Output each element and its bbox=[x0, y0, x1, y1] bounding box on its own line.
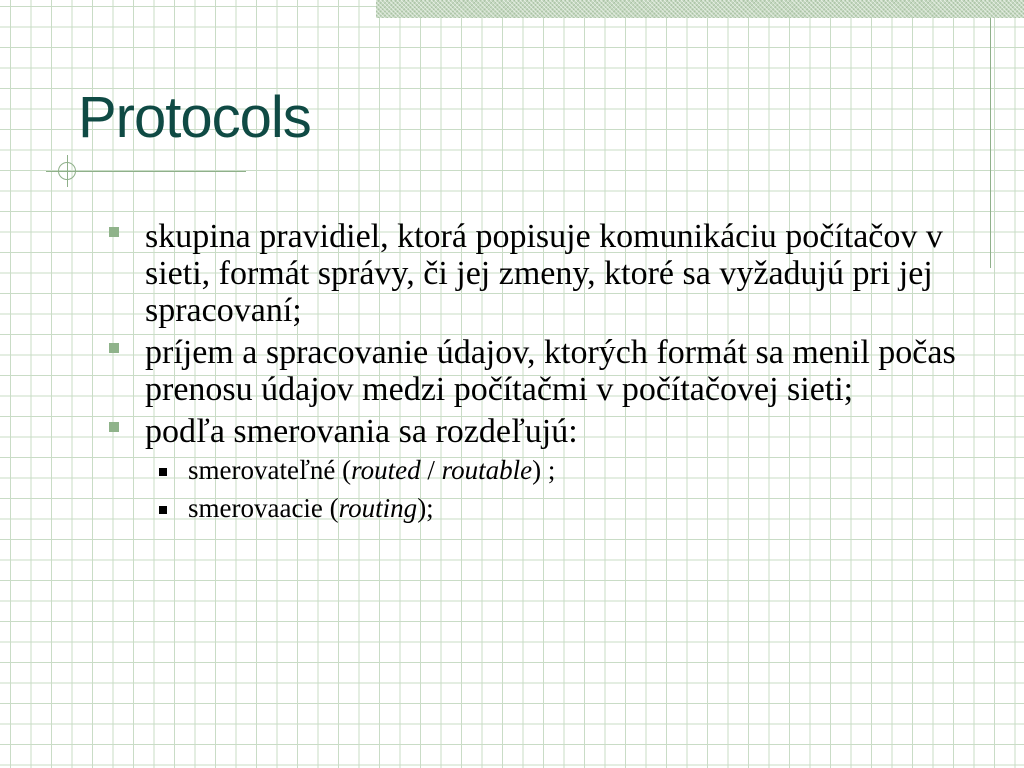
bullet-item bbox=[104, 334, 984, 408]
sub-bullet-text-prefix: smerovaacie ( bbox=[188, 493, 339, 523]
bullet-text: podľa smerovania sa rozdeľujú: bbox=[145, 413, 578, 450]
sub-bullet-text-suffix: ) ; bbox=[532, 455, 556, 485]
square-bullet-icon bbox=[109, 343, 119, 353]
black-square-bullet-icon bbox=[159, 468, 167, 476]
right-decorative-rule bbox=[990, 18, 991, 268]
square-bullet-icon bbox=[109, 227, 119, 237]
slide-body bbox=[104, 218, 984, 531]
bullet-item bbox=[104, 218, 984, 329]
bullet-item bbox=[104, 413, 984, 450]
sub-bullet-separator: / bbox=[420, 455, 442, 485]
bullet-text: skupina pravidiel, ktorá popisuje komunikáciu počítačov v sieti, formát správy, či jej zmeny, ktoré sa vyžadujú pri jej spracovaní; bbox=[145, 218, 943, 329]
sub-bullet-italic-term: routable bbox=[441, 455, 533, 485]
sub-bullet-text-prefix: smerovateľné ( bbox=[188, 455, 352, 485]
sub-bullet-item bbox=[104, 493, 984, 524]
sub-bullet-text-suffix: ); bbox=[417, 493, 434, 523]
sub-bullet-italic-term: routed bbox=[351, 455, 421, 485]
square-bullet-icon bbox=[109, 422, 119, 432]
top-decorative-band bbox=[376, 0, 1024, 18]
sub-bullet-item bbox=[104, 455, 984, 486]
sub-bullet-italic-term: routing bbox=[338, 493, 418, 523]
title-underline-rule bbox=[46, 171, 246, 172]
black-square-bullet-icon bbox=[159, 506, 167, 514]
crosshair-circle-icon bbox=[58, 162, 76, 180]
bullet-text: príjem a spracovanie údajov, ktorých formát sa menil počas prenosu údajov medzi počítačmi v počítačovej sieti; bbox=[145, 334, 956, 408]
slide-title: Protocols bbox=[78, 85, 311, 150]
